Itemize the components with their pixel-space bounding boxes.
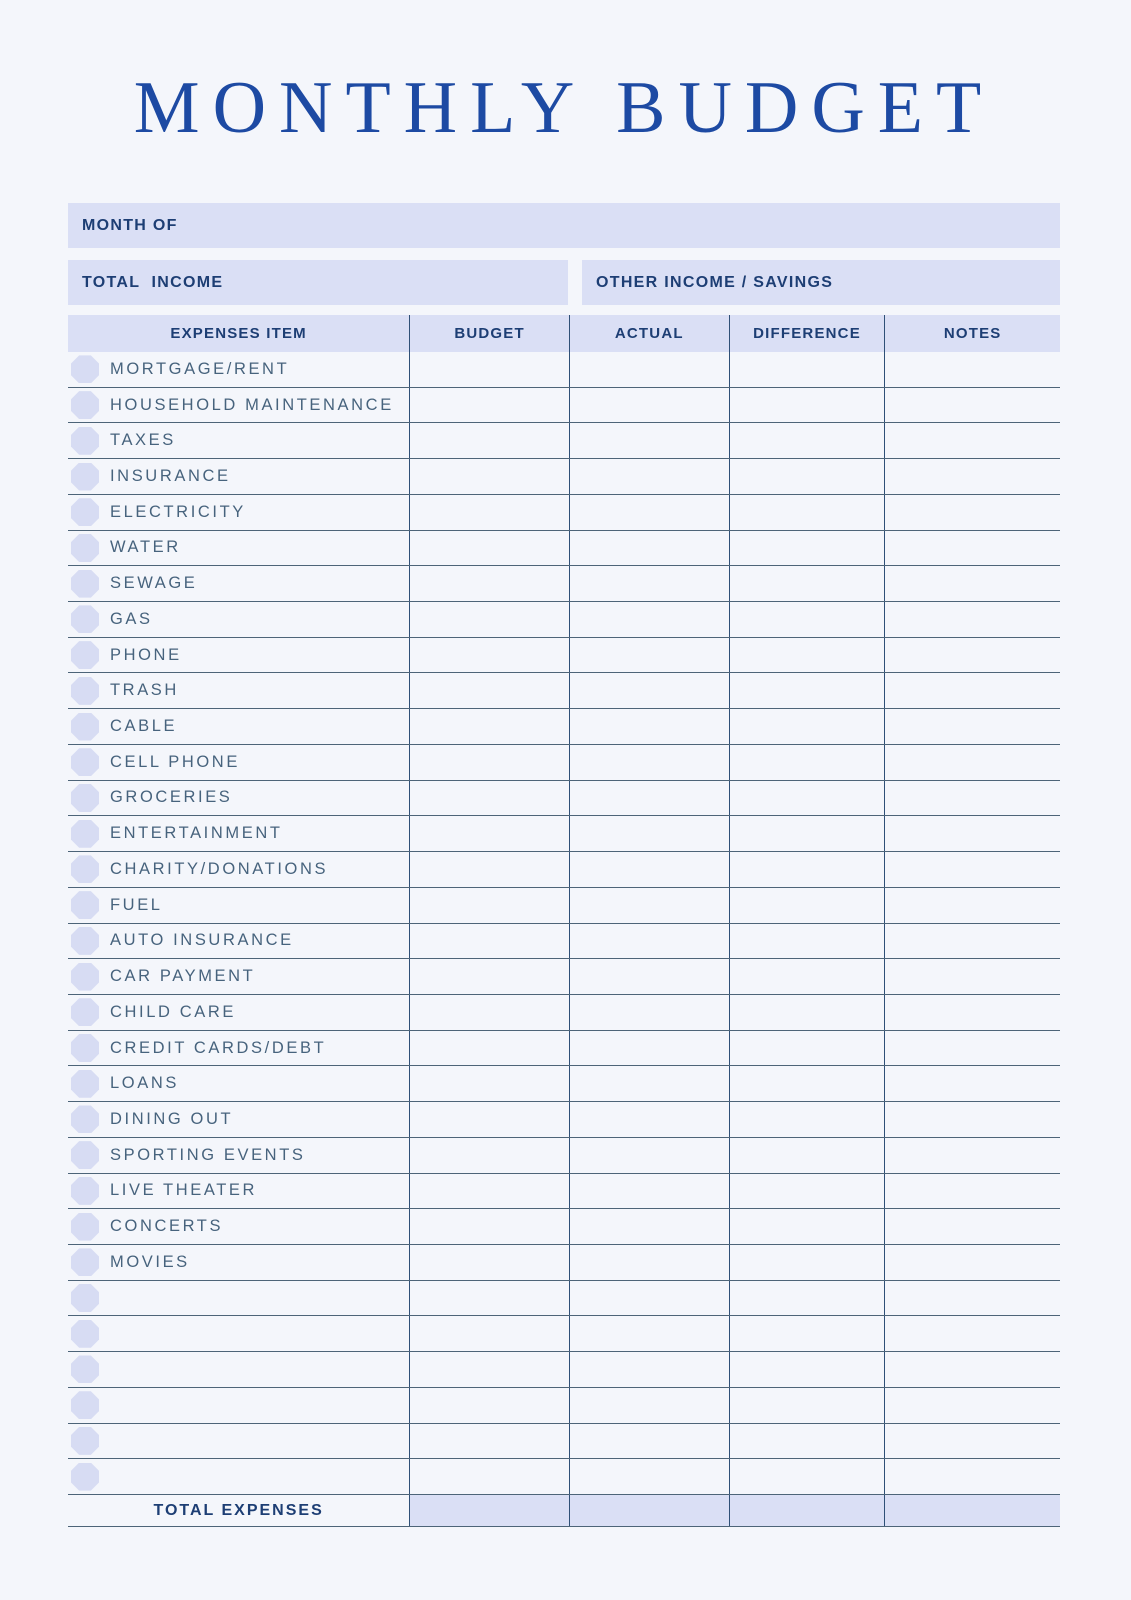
- budget-cell[interactable]: [409, 566, 569, 601]
- table-row: [68, 352, 1060, 388]
- budget-cell[interactable]: [409, 1209, 569, 1244]
- difference-cell[interactable]: [729, 1102, 885, 1137]
- total-actual-cell[interactable]: [569, 1495, 729, 1526]
- notes-cell[interactable]: [884, 995, 1060, 1030]
- budget-cell[interactable]: [409, 1459, 569, 1494]
- difference-cell[interactable]: [729, 531, 885, 566]
- bullet-icon: [71, 534, 99, 562]
- actual-cell[interactable]: [569, 1174, 729, 1209]
- difference-cell[interactable]: [729, 1424, 885, 1459]
- table-row: [68, 1174, 1060, 1210]
- table-row: [68, 959, 1060, 995]
- bullet-icon: [71, 784, 99, 812]
- notes-cell[interactable]: [884, 924, 1060, 959]
- actual-cell[interactable]: [569, 423, 729, 458]
- bullet-icon: [71, 355, 99, 383]
- actual-cell[interactable]: [569, 495, 729, 530]
- total-income-label: TOTAL INCOME: [82, 273, 224, 291]
- expense-label: WATER: [110, 538, 181, 557]
- difference-cell[interactable]: [729, 1459, 885, 1494]
- expense-label: LIVE THEATER: [110, 1181, 258, 1200]
- expense-item-cell: [68, 745, 409, 780]
- difference-cell[interactable]: [729, 459, 885, 494]
- page-content: [68, 0, 1060, 1527]
- bullet-icon: [71, 1284, 99, 1312]
- expense-item-cell: [68, 1424, 409, 1459]
- budget-cell[interactable]: [409, 638, 569, 673]
- actual-cell[interactable]: [569, 745, 729, 780]
- budget-cell[interactable]: [409, 1102, 569, 1137]
- table-row: [68, 1352, 1060, 1388]
- header-notes: NOTES: [884, 315, 1060, 352]
- expense-label: MORTGAGE/RENT: [110, 359, 290, 378]
- table-row: [68, 388, 1060, 424]
- table-row: [68, 816, 1060, 852]
- actual-cell[interactable]: [569, 924, 729, 959]
- expense-item-cell: [68, 709, 409, 744]
- budget-cell[interactable]: [409, 1281, 569, 1316]
- table-row: [68, 673, 1060, 709]
- notes-cell[interactable]: [884, 959, 1060, 994]
- table-row: [68, 995, 1060, 1031]
- notes-cell[interactable]: [884, 1388, 1060, 1423]
- bullet-icon: [71, 1034, 99, 1062]
- header-expenses-item: EXPENSES ITEM: [170, 325, 307, 342]
- budget-cell[interactable]: [409, 352, 569, 387]
- actual-cell[interactable]: [569, 888, 729, 923]
- page-title: MONTHLY BUDGET: [133, 67, 995, 149]
- budget-cell[interactable]: [409, 995, 569, 1030]
- difference-cell[interactable]: [729, 352, 885, 387]
- actual-cell[interactable]: [569, 1459, 729, 1494]
- actual-cell[interactable]: [569, 1352, 729, 1387]
- difference-cell[interactable]: [729, 924, 885, 959]
- expense-label: TAXES: [110, 431, 176, 450]
- budget-cell[interactable]: [409, 459, 569, 494]
- table-row: [68, 423, 1060, 459]
- budget-cell[interactable]: [409, 602, 569, 637]
- actual-cell[interactable]: [569, 1209, 729, 1244]
- expense-label: CHILD CARE: [110, 1002, 236, 1021]
- bullet-icon: [71, 1391, 99, 1419]
- expense-label: INSURANCE: [110, 467, 231, 486]
- budget-cell[interactable]: [409, 1245, 569, 1280]
- table-row: [68, 924, 1060, 960]
- total-budget-cell[interactable]: [409, 1495, 569, 1526]
- expense-item-cell: [68, 566, 409, 601]
- table-row: [68, 1102, 1060, 1138]
- bullet-icon: [71, 1213, 99, 1241]
- table-row: [68, 781, 1060, 817]
- budget-cell[interactable]: [409, 709, 569, 744]
- notes-cell[interactable]: [884, 459, 1060, 494]
- budget-cell[interactable]: [409, 924, 569, 959]
- bullet-icon: [71, 570, 99, 598]
- notes-cell[interactable]: [884, 1066, 1060, 1101]
- actual-cell[interactable]: [569, 602, 729, 637]
- actual-cell[interactable]: [569, 352, 729, 387]
- actual-cell[interactable]: [569, 959, 729, 994]
- actual-cell[interactable]: [569, 1066, 729, 1101]
- expense-label: CELL PHONE: [110, 752, 240, 771]
- budget-cell[interactable]: [409, 1424, 569, 1459]
- actual-cell[interactable]: [569, 781, 729, 816]
- actual-cell[interactable]: [569, 459, 729, 494]
- table-row: [68, 459, 1060, 495]
- expense-item-cell: [68, 852, 409, 887]
- expense-item-cell: [68, 1352, 409, 1387]
- actual-cell[interactable]: [569, 995, 729, 1030]
- table-row: [68, 638, 1060, 674]
- expense-item-cell: [68, 959, 409, 994]
- actual-cell[interactable]: [569, 852, 729, 887]
- bullet-icon: [71, 498, 99, 526]
- notes-cell[interactable]: [884, 1102, 1060, 1137]
- notes-cell[interactable]: [884, 1281, 1060, 1316]
- notes-cell[interactable]: [884, 709, 1060, 744]
- actual-cell[interactable]: [569, 816, 729, 851]
- bullet-icon: [71, 1320, 99, 1348]
- expense-label: CREDIT CARDS/DEBT: [110, 1038, 327, 1057]
- notes-cell[interactable]: [884, 638, 1060, 673]
- difference-cell[interactable]: [729, 852, 885, 887]
- bullet-icon: [71, 1427, 99, 1455]
- actual-cell[interactable]: [569, 1281, 729, 1316]
- budget-cell[interactable]: [409, 495, 569, 530]
- expense-label: PHONE: [110, 645, 182, 664]
- difference-cell[interactable]: [729, 1388, 885, 1423]
- table-row: [68, 531, 1060, 567]
- actual-cell[interactable]: [569, 1245, 729, 1280]
- budget-cell[interactable]: [409, 1388, 569, 1423]
- bullet-icon: [71, 1463, 99, 1491]
- notes-cell[interactable]: [884, 1245, 1060, 1280]
- actual-cell[interactable]: [569, 566, 729, 601]
- notes-cell[interactable]: [884, 388, 1060, 423]
- budget-cell[interactable]: [409, 673, 569, 708]
- notes-cell[interactable]: [884, 852, 1060, 887]
- expense-item-cell: [68, 531, 409, 566]
- header-difference: DIFFERENCE: [729, 315, 885, 352]
- table-row: [68, 1066, 1060, 1102]
- expense-label: CHARITY/DONATIONS: [110, 859, 329, 878]
- budget-cell[interactable]: [409, 852, 569, 887]
- bullet-icon: [71, 891, 99, 919]
- month-of-field[interactable]: [68, 203, 1060, 248]
- budget-cell[interactable]: [409, 1138, 569, 1173]
- difference-cell[interactable]: [729, 638, 885, 673]
- expense-item-cell: [68, 995, 409, 1030]
- expense-item-cell: [68, 1209, 409, 1244]
- expense-label: MOVIES: [110, 1252, 190, 1271]
- difference-cell[interactable]: [729, 1031, 885, 1066]
- notes-cell[interactable]: [884, 1138, 1060, 1173]
- total-expenses-label: TOTAL EXPENSES: [153, 1501, 324, 1519]
- difference-cell[interactable]: [729, 995, 885, 1030]
- budget-cell[interactable]: [409, 1352, 569, 1387]
- difference-cell[interactable]: [729, 423, 885, 458]
- bullet-icon: [71, 605, 99, 633]
- budget-cell[interactable]: [409, 816, 569, 851]
- difference-cell[interactable]: [729, 566, 885, 601]
- notes-cell[interactable]: [884, 1316, 1060, 1351]
- notes-cell[interactable]: [884, 781, 1060, 816]
- actual-cell[interactable]: [569, 1424, 729, 1459]
- table-row: [68, 495, 1060, 531]
- budget-cell[interactable]: [409, 781, 569, 816]
- difference-cell[interactable]: [729, 781, 885, 816]
- difference-cell[interactable]: [729, 388, 885, 423]
- actual-cell[interactable]: [569, 1138, 729, 1173]
- expense-item-cell: [68, 1281, 409, 1316]
- difference-cell[interactable]: [729, 495, 885, 530]
- expense-item-cell: [68, 352, 409, 387]
- expense-item-cell: [68, 602, 409, 637]
- table-row: [68, 1459, 1060, 1495]
- expense-item-cell: [68, 495, 409, 530]
- expense-label: AUTO INSURANCE: [110, 931, 294, 950]
- difference-cell[interactable]: [729, 888, 885, 923]
- expense-label: TRASH: [110, 681, 179, 700]
- expense-item-cell: [68, 423, 409, 458]
- total-expenses-row: [68, 1495, 1060, 1527]
- expense-label: DINING OUT: [110, 1109, 234, 1128]
- table-body: [68, 352, 1060, 1495]
- bullet-icon: [71, 1141, 99, 1169]
- notes-cell[interactable]: [884, 495, 1060, 530]
- bullet-icon: [71, 1355, 99, 1383]
- bullet-icon: [71, 641, 99, 669]
- header-actual: ACTUAL: [569, 315, 729, 352]
- actual-cell[interactable]: [569, 1316, 729, 1351]
- bullet-icon: [71, 855, 99, 883]
- table-row: [68, 1209, 1060, 1245]
- budget-cell[interactable]: [409, 1031, 569, 1066]
- difference-cell[interactable]: [729, 602, 885, 637]
- table-header-row: [68, 315, 1060, 352]
- expense-item-cell: [68, 888, 409, 923]
- notes-cell[interactable]: [884, 423, 1060, 458]
- income-section: [68, 260, 1060, 305]
- difference-cell[interactable]: [729, 1281, 885, 1316]
- expense-item-cell: [68, 459, 409, 494]
- actual-cell[interactable]: [569, 709, 729, 744]
- actual-cell[interactable]: [569, 673, 729, 708]
- difference-cell[interactable]: [729, 745, 885, 780]
- difference-cell[interactable]: [729, 816, 885, 851]
- header-budget: BUDGET: [409, 315, 569, 352]
- expense-item-cell: [68, 673, 409, 708]
- expense-item-cell: [68, 638, 409, 673]
- budget-cell[interactable]: [409, 388, 569, 423]
- total-difference-cell[interactable]: [729, 1495, 885, 1526]
- notes-cell[interactable]: [884, 1352, 1060, 1387]
- expense-item-cell: [68, 1102, 409, 1137]
- table-row: [68, 1138, 1060, 1174]
- title-section: [68, 0, 1060, 203]
- notes-cell[interactable]: [884, 352, 1060, 387]
- notes-cell[interactable]: [884, 602, 1060, 637]
- table-row: [68, 1424, 1060, 1460]
- expense-item-cell: [68, 388, 409, 423]
- bullet-icon: [71, 1070, 99, 1098]
- table-row: [68, 602, 1060, 638]
- difference-cell[interactable]: [729, 1138, 885, 1173]
- actual-cell[interactable]: [569, 1031, 729, 1066]
- notes-cell[interactable]: [884, 816, 1060, 851]
- bullet-icon: [71, 963, 99, 991]
- notes-cell[interactable]: [884, 745, 1060, 780]
- bullet-icon: [71, 748, 99, 776]
- expense-label: HOUSEHOLD MAINTENANCE: [110, 395, 394, 414]
- table-row: [68, 852, 1060, 888]
- budget-cell[interactable]: [409, 888, 569, 923]
- difference-cell[interactable]: [729, 1245, 885, 1280]
- difference-cell[interactable]: [729, 673, 885, 708]
- notes-cell[interactable]: [884, 531, 1060, 566]
- notes-cell[interactable]: [884, 1459, 1060, 1494]
- total-income-field[interactable]: [68, 260, 568, 305]
- expense-label: CABLE: [110, 717, 178, 736]
- expense-item-cell: [68, 924, 409, 959]
- notes-cell[interactable]: [884, 1174, 1060, 1209]
- total-expenses-label-cell: [68, 1495, 409, 1526]
- expense-label: SEWAGE: [110, 574, 198, 593]
- expense-item-cell: [68, 1031, 409, 1066]
- table-row: [68, 566, 1060, 602]
- expense-label: GAS: [110, 609, 153, 628]
- notes-cell[interactable]: [884, 1209, 1060, 1244]
- bullet-icon: [71, 677, 99, 705]
- difference-cell[interactable]: [729, 1352, 885, 1387]
- table-row: [68, 1031, 1060, 1067]
- budget-cell[interactable]: [409, 1316, 569, 1351]
- expense-label: CONCERTS: [110, 1217, 224, 1236]
- bullet-icon: [71, 998, 99, 1026]
- budget-cell[interactable]: [409, 1066, 569, 1101]
- table-row: [68, 888, 1060, 924]
- expense-label: GROCERIES: [110, 788, 233, 807]
- table-row: [68, 1316, 1060, 1352]
- budget-cell[interactable]: [409, 423, 569, 458]
- table-row: [68, 1388, 1060, 1424]
- difference-cell[interactable]: [729, 959, 885, 994]
- expense-item-cell: [68, 816, 409, 851]
- month-of-label: MONTH OF: [82, 216, 178, 234]
- notes-cell[interactable]: [884, 673, 1060, 708]
- budget-cell[interactable]: [409, 745, 569, 780]
- expense-label: FUEL: [110, 895, 163, 914]
- expense-item-cell: [68, 1316, 409, 1351]
- total-notes-cell[interactable]: [884, 1495, 1060, 1526]
- notes-cell[interactable]: [884, 1031, 1060, 1066]
- expense-item-cell: [68, 1388, 409, 1423]
- difference-cell[interactable]: [729, 1316, 885, 1351]
- expense-item-cell: [68, 781, 409, 816]
- bullet-icon: [71, 391, 99, 419]
- actual-cell[interactable]: [569, 388, 729, 423]
- table-row: [68, 1281, 1060, 1317]
- difference-cell[interactable]: [729, 1174, 885, 1209]
- expense-label: ELECTRICITY: [110, 502, 246, 521]
- expense-item-cell: [68, 1066, 409, 1101]
- expenses-table: [68, 315, 1060, 1527]
- bullet-icon: [71, 820, 99, 848]
- bullet-icon: [71, 463, 99, 491]
- expense-item-cell: [68, 1459, 409, 1494]
- expense-label: SPORTING EVENTS: [110, 1145, 306, 1164]
- budget-cell[interactable]: [409, 959, 569, 994]
- budget-cell[interactable]: [409, 1174, 569, 1209]
- expense-item-cell: [68, 1245, 409, 1280]
- expense-item-cell: [68, 1138, 409, 1173]
- table-row: [68, 1245, 1060, 1281]
- expense-label: LOANS: [110, 1074, 179, 1093]
- notes-cell[interactable]: [884, 888, 1060, 923]
- actual-cell[interactable]: [569, 1102, 729, 1137]
- table-row: [68, 709, 1060, 745]
- bullet-icon: [71, 427, 99, 455]
- difference-cell[interactable]: [729, 1209, 885, 1244]
- bullet-icon: [71, 1177, 99, 1205]
- bullet-icon: [71, 927, 99, 955]
- difference-cell[interactable]: [729, 709, 885, 744]
- difference-cell[interactable]: [729, 1066, 885, 1101]
- budget-cell[interactable]: [409, 531, 569, 566]
- other-income-savings-label: OTHER INCOME / SAVINGS: [596, 273, 834, 291]
- other-income-savings-field[interactable]: [582, 260, 1060, 305]
- expense-item-cell: [68, 1174, 409, 1209]
- bullet-icon: [71, 1105, 99, 1133]
- expense-label: CAR PAYMENT: [110, 967, 256, 986]
- bullet-icon: [71, 713, 99, 741]
- actual-cell[interactable]: [569, 1388, 729, 1423]
- expense-label: ENTERTAINMENT: [110, 824, 283, 843]
- actual-cell[interactable]: [569, 531, 729, 566]
- notes-cell[interactable]: [884, 566, 1060, 601]
- notes-cell[interactable]: [884, 1424, 1060, 1459]
- bullet-icon: [71, 1248, 99, 1276]
- table-row: [68, 745, 1060, 781]
- actual-cell[interactable]: [569, 638, 729, 673]
